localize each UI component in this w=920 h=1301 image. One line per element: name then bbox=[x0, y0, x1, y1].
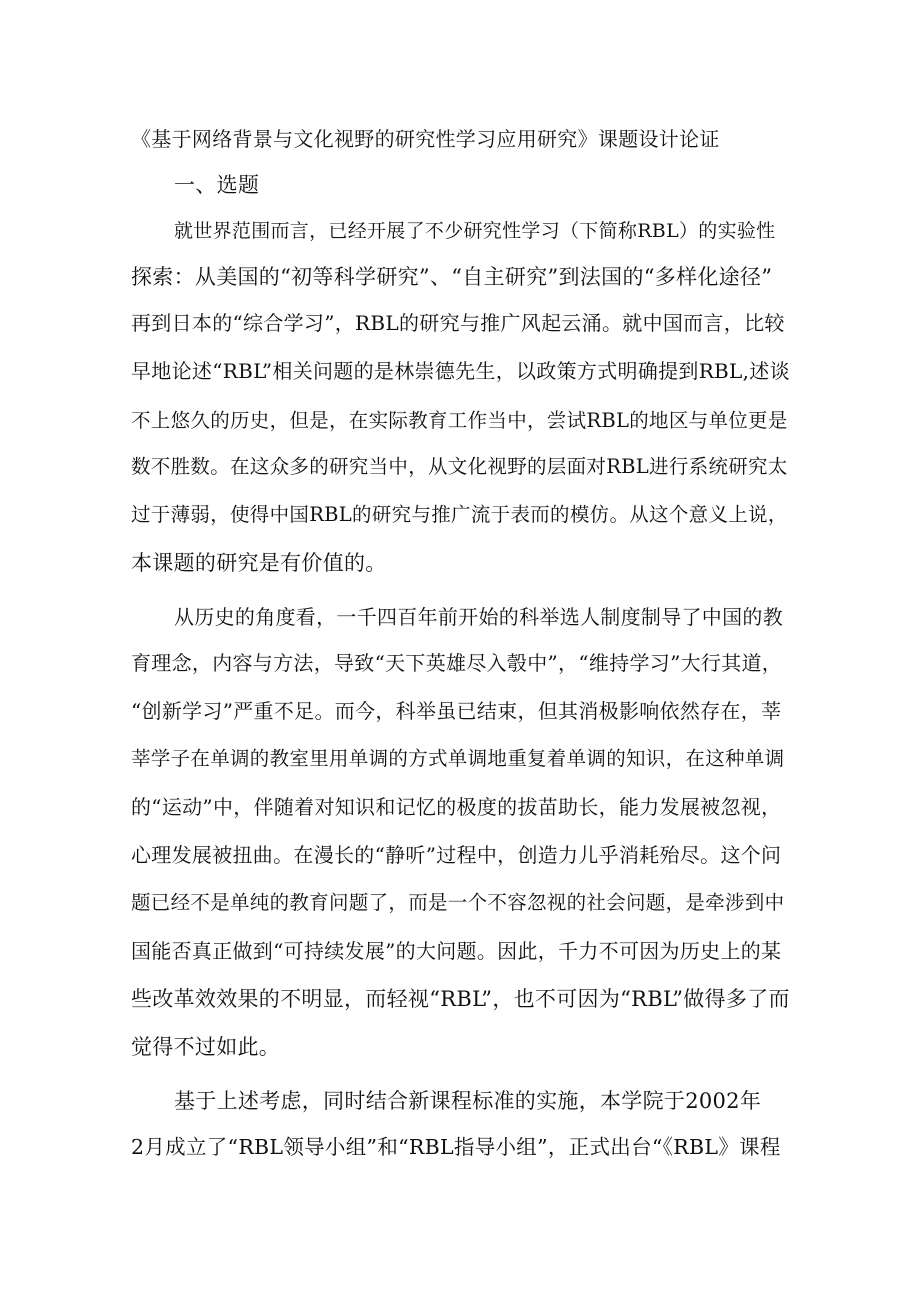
paragraph-line: 育理念，内容与方法，导致“天下英雄尽入彀中”，“维持学习”大行其道， bbox=[131, 651, 783, 675]
paragraph-line: 的“运动”中，伴随着对知识和记忆的极度的拔苗助长，能力发展被忽视， bbox=[131, 795, 782, 819]
paragraph-line: 国能否真正做到“可持续发展”的大问题。因此，千力不可因为历史上的某 bbox=[131, 939, 782, 963]
paragraph-line: 2月成立了“RBL领导小组”和“RBL指导小组”，正式出台“《RBL》课程 bbox=[131, 1135, 781, 1159]
paragraph-line: 些改革效效果的不明显，而轻视“RBL”，也不可因为“RBL”做得多了而 bbox=[131, 987, 790, 1011]
paragraph-line: 题已经不是单纯的教育问题了，而是一个不容忽视的社会问题，是牵涉到中 bbox=[131, 891, 785, 914]
paragraph-line: 就世界范围而言，已经开展了不少研究性学习（下简称RBL）的实验性 bbox=[174, 220, 776, 242]
paragraph-line: 从历史的角度看，一千四百年前开始的科举选人制度制导了中国的教 bbox=[174, 605, 783, 629]
paragraph-line: 早地论述“RBL”相关问题的是林崇德先生，以政策方式明确提到RBL,述谈 bbox=[131, 359, 790, 383]
paragraph-line: 过于薄弱，使得中国RBL的研究与推广流于表而的模仿。从这个意义上说， bbox=[131, 503, 788, 526]
paragraph-line: 再到日本的“综合学习”，RBL的研究与推广风起云涌。就中国而言，比较 bbox=[131, 311, 785, 335]
paragraph-line: 数不胜数。在这众多的研究当中，从文化视野的层面对RBL进行系统研究太 bbox=[131, 455, 788, 478]
paragraph-line: “创新学习”严重不足。而今，科举虽已结束，但其消极影响依然存在，莘 bbox=[131, 699, 782, 723]
paragraph-line: 觉得不过如此。 bbox=[131, 1035, 281, 1059]
document-title: 《基于网络背景与文化视野的研究性学习应用研究》课题设计论证 bbox=[131, 127, 720, 151]
paragraph-line: 基于上述考虑，同时结合新课程标准的实施，本学院于2002年 bbox=[174, 1089, 762, 1113]
paragraph-line: 本课题的研究是有价值的。 bbox=[131, 551, 387, 575]
paragraph-line: 探索：从美国的“初等科学研究”、“自主研究”到法国的“多样化途径” bbox=[131, 265, 773, 289]
paragraph-line: 心理发展被扭曲。在漫长的“静听”过程中，创造力儿乎消耗殆尽。这个问 bbox=[131, 843, 782, 867]
paragraph-line: 莘学子在单调的教室里用单调的方式单调地重复着单调的知识，在这种单调 bbox=[131, 747, 785, 770]
paragraph-line: 不上悠久的历史，但是，在实际教育工作当中，尝试RBL的地区与单位更是 bbox=[131, 409, 788, 432]
section-heading: 一、选题 bbox=[174, 173, 260, 197]
